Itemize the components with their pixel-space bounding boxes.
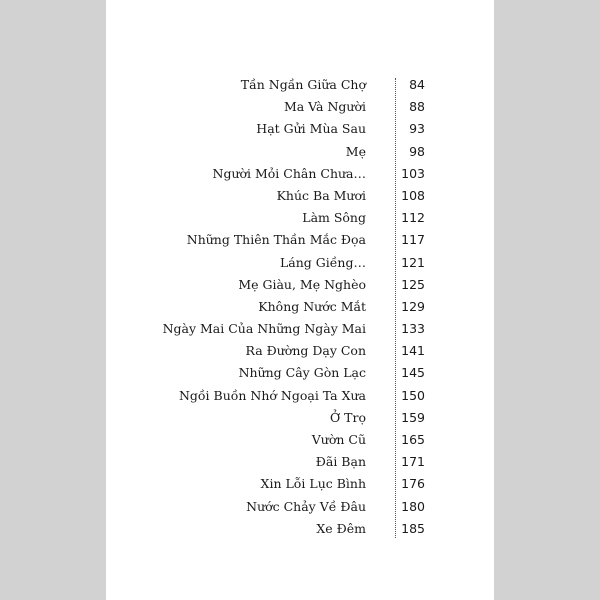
- toc-entry-page-number: 88: [409, 99, 425, 115]
- toc-entry-title: Không Nước Mắt: [258, 298, 366, 314]
- toc-entry-page-number: 171: [401, 454, 425, 470]
- toc-entry-page-number: 93: [409, 121, 425, 137]
- toc-entry: [106, 274, 494, 296]
- toc-entry-page-number: 84: [409, 77, 425, 92]
- toc-entry-page-number: 117: [401, 232, 425, 248]
- toc-entry-page-number: 129: [401, 298, 425, 314]
- toc-entry-title: Những Cây Gòn Lạc: [238, 365, 366, 381]
- toc-entry: [106, 340, 494, 362]
- toc-entry: [106, 362, 494, 384]
- toc-entry-title: Ma Và Người: [283, 99, 366, 115]
- toc-entry: [106, 141, 494, 163]
- toc-entry-page-number: 165: [401, 432, 425, 447]
- toc-entry-title: Mẹ: [345, 143, 366, 159]
- toc-entry-page-number: 185: [401, 520, 425, 536]
- toc-entry-title: Mẹ Giàu, Mẹ Nghèo: [238, 276, 366, 292]
- toc-entry: [106, 496, 494, 518]
- toc-entry: [106, 96, 494, 118]
- toc-entry-page-number: 103: [401, 165, 425, 181]
- toc-entry-title: Xin Lỗi Lục Bình: [260, 476, 366, 492]
- toc-entry: [106, 429, 494, 451]
- book-page: [106, 0, 494, 600]
- toc-entry-page-number: 159: [401, 409, 425, 425]
- toc-entry-title: Ở Trọ: [329, 409, 366, 425]
- toc-entry-page-number: 150: [401, 387, 425, 403]
- toc-entry-title: Láng Giềng…: [279, 254, 366, 270]
- toc-entry-title: Nước Chảy Về Đâu: [246, 498, 366, 514]
- table-of-contents: [106, 74, 494, 540]
- toc-entry-title: Người Mỏi Chân Chưa…: [212, 165, 366, 181]
- toc-entry: [106, 229, 494, 251]
- toc-entry-page-number: 121: [401, 254, 425, 270]
- toc-entry-title: Tần Ngần Giữa Chợ: [240, 77, 366, 92]
- toc-entry: [106, 318, 494, 340]
- toc-entry-title: Vườn Cũ: [311, 432, 366, 447]
- toc-entry: [106, 185, 494, 207]
- toc-entry: [106, 74, 494, 96]
- toc-entry-title: Hạt Gửi Mùa Sau: [256, 121, 366, 137]
- toc-entry: [106, 207, 494, 229]
- toc-entry: [106, 296, 494, 318]
- toc-entry: [106, 473, 494, 495]
- toc-entry: [106, 163, 494, 185]
- toc-entry-page-number: 98: [409, 143, 425, 159]
- toc-entry: [106, 252, 494, 274]
- toc-entry: [106, 385, 494, 407]
- toc-entry: [106, 407, 494, 429]
- toc-entry-title: Đãi Bạn: [315, 454, 366, 470]
- toc-entry-title: Khúc Ba Mươi: [276, 187, 366, 203]
- toc-entry-title: Ngồi Buồn Nhớ Ngoại Ta Xưa: [178, 387, 366, 403]
- toc-entry-title: Xe Đêm: [316, 520, 366, 536]
- toc-entry-page-number: 176: [401, 476, 425, 492]
- toc-entry: [106, 451, 494, 473]
- toc-entry: [106, 118, 494, 140]
- toc-entry-title: Ngày Mai Của Những Ngày Mai: [162, 321, 366, 337]
- toc-entry: [106, 518, 494, 540]
- toc-entry-page-number: 141: [401, 343, 425, 359]
- toc-entry-page-number: 112: [401, 210, 425, 226]
- toc-entry-page-number: 180: [401, 498, 425, 514]
- toc-entry-page-number: 133: [401, 321, 425, 337]
- toc-entry-page-number: 125: [401, 276, 425, 292]
- toc-entry-title: Ra Đường Dạy Con: [245, 343, 366, 359]
- toc-entry-page-number: 145: [401, 365, 425, 381]
- toc-entry-title: Những Thiên Thần Mắc Đọa: [186, 232, 366, 248]
- toc-entry-page-number: 108: [401, 187, 425, 203]
- toc-entry-title: Làm Sông: [302, 210, 366, 226]
